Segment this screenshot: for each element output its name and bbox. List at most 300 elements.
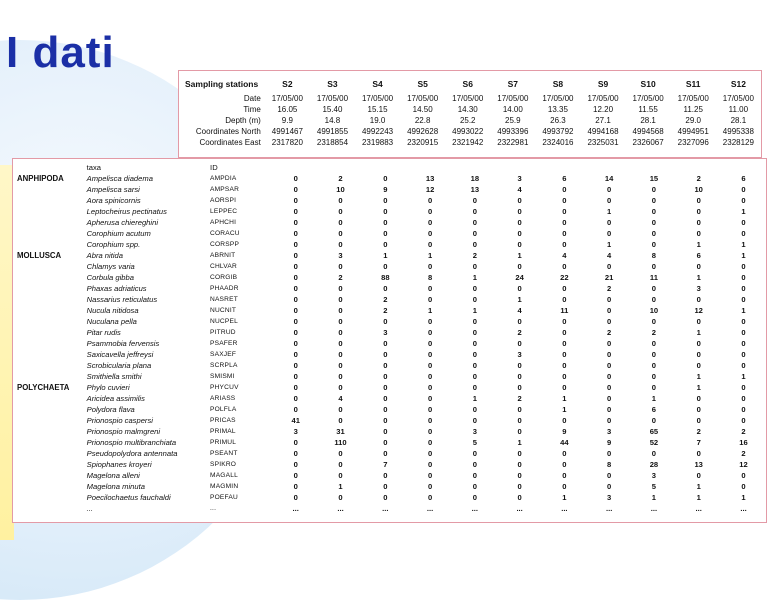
abundance-value: 0 [427, 218, 433, 227]
taxa-header-row [17, 162, 766, 173]
abundance-value: 1 [517, 251, 522, 260]
abundance-value: 0 [472, 471, 477, 480]
taxon-id: SCRPLA [210, 362, 238, 369]
abundance-value: 0 [427, 229, 433, 238]
abundance-value: 0 [517, 460, 522, 469]
taxa-row [17, 272, 766, 283]
abundance-value: 14 [604, 174, 614, 183]
abundance-value: 0 [293, 284, 298, 293]
abundance-value: 0 [562, 295, 567, 304]
abundance-value: 0 [338, 471, 343, 480]
station-attribute-value: 17/05/00 [316, 94, 349, 103]
station-attribute-row [185, 115, 761, 126]
abundance-value: 0 [517, 207, 522, 216]
abundance-value: 0 [293, 493, 298, 502]
abundance-value: 0 [293, 482, 298, 491]
taxa-row [17, 195, 766, 206]
abundance-value: ... [382, 504, 389, 513]
taxon-group: POLYCHAETA [17, 383, 70, 392]
abundance-value: 0 [383, 262, 388, 271]
station-attribute-value: 9.9 [281, 116, 293, 125]
abundance-value: 0 [472, 460, 477, 469]
taxon-group [17, 404, 87, 415]
taxon-id: MAGALL [210, 472, 238, 479]
abundance-value: 0 [293, 185, 298, 194]
taxon-name: Aricidea assimilis [86, 394, 145, 403]
station-attribute-value: 2324016 [542, 138, 574, 147]
station-attribute-value: 11.25 [683, 105, 703, 114]
taxon-name: Magelona alleni [86, 471, 140, 480]
abundance-value: 0 [472, 207, 477, 216]
abundance-value: 0 [696, 317, 701, 326]
abundance-value: ... [516, 504, 523, 513]
taxa-row [17, 470, 766, 481]
abundance-value: 0 [696, 405, 701, 414]
abundance-value: 0 [562, 185, 567, 194]
abundance-value: 8 [427, 273, 433, 282]
abundance-value: 0 [472, 262, 477, 271]
abundance-value: 0 [383, 240, 388, 249]
abundance-value: 0 [427, 284, 433, 293]
abundance-value: 0 [517, 416, 522, 425]
station-attribute-value: 2325031 [587, 138, 619, 147]
taxa-row [17, 294, 766, 305]
taxon-id: CORACU [210, 230, 240, 237]
abundance-value: 110 [334, 438, 347, 447]
abundance-value: 0 [427, 328, 433, 337]
abundance-value: 0 [338, 328, 343, 337]
abundance-value: 0 [562, 482, 567, 491]
abundance-value: 0 [517, 196, 522, 205]
abundance-value: 7 [696, 438, 701, 447]
stations-header-label: Sampling stations [185, 79, 259, 89]
taxon-group [17, 470, 87, 481]
abundance-value: 0 [696, 339, 701, 348]
abundance-value: 0 [696, 229, 701, 238]
abundance-value: 1 [696, 372, 701, 381]
abundance-value: 0 [562, 218, 567, 227]
taxon-name: Psammobia fervensis [86, 339, 160, 348]
abundance-value: 0 [383, 405, 388, 414]
abundance-value: 41 [291, 416, 300, 425]
abundance-value: 2 [607, 328, 612, 337]
abundance-value: ... [471, 504, 479, 513]
abundance-value: 0 [293, 317, 298, 326]
abundance-value: 0 [427, 361, 433, 370]
abundance-value: 0 [696, 262, 701, 271]
abundance-value: 0 [383, 218, 388, 227]
taxon-id: ARIASS [210, 395, 236, 402]
abundance-value: 0 [427, 449, 433, 458]
stations-table [185, 75, 761, 148]
station-attribute-label: Coordinates North [195, 127, 261, 136]
abundance-value: 0 [607, 295, 612, 304]
abundance-value: 0 [383, 416, 388, 425]
taxa-row [17, 448, 766, 459]
abundance-value: 3 [517, 174, 522, 183]
station-attribute-value: 27.1 [595, 116, 611, 125]
station-attribute-value: 28.1 [730, 116, 747, 125]
station-attribute-value: 19.0 [369, 116, 386, 125]
abundance-value: 0 [741, 196, 746, 205]
abundance-value: 0 [651, 449, 657, 458]
abundance-value: 0 [741, 339, 746, 348]
abundance-value: 0 [293, 339, 298, 348]
abundance-value: 1 [696, 482, 701, 491]
abundance-value: 0 [741, 328, 746, 337]
abundance-value: 0 [741, 416, 746, 425]
abundance-value: 2 [338, 273, 343, 282]
abundance-value: 10 [694, 185, 703, 194]
abundance-value: 0 [651, 295, 657, 304]
station-attribute-row [185, 137, 761, 148]
station-attribute-label: Date [243, 94, 261, 103]
abundance-value: ... [292, 504, 299, 513]
abundance-value: 0 [338, 196, 343, 205]
abundance-value: 0 [293, 460, 298, 469]
abundance-value: 0 [741, 229, 746, 238]
abundance-value: 1 [651, 493, 657, 502]
taxa-row [17, 228, 766, 239]
station-attribute-value: 4994951 [677, 127, 709, 136]
abundance-value: 0 [293, 218, 298, 227]
abundance-value: 0 [293, 372, 298, 381]
station-attribute-value: 17/05/00 [587, 94, 619, 103]
abundance-value: 0 [562, 471, 567, 480]
abundance-value: 0 [562, 350, 567, 359]
abundance-value: 3 [517, 350, 522, 359]
abundance-value: 0 [741, 262, 746, 271]
abundance-value: 0 [696, 394, 701, 403]
abundance-value: 0 [293, 405, 298, 414]
abundance-value: 13 [694, 460, 703, 469]
abundance-value: 0 [562, 339, 567, 348]
taxon-id: AORSPI [210, 197, 237, 204]
abundance-value: 7 [383, 460, 388, 469]
abundance-value: 0 [651, 284, 657, 293]
taxon-group [17, 294, 87, 305]
abundance-value: 0 [383, 339, 388, 348]
taxon-group [17, 239, 87, 250]
abundance-value: 0 [293, 196, 298, 205]
abundance-value: 0 [741, 273, 746, 282]
taxon-id: NUCNIT [210, 307, 237, 314]
abundance-value: 0 [427, 394, 433, 403]
abundance-value: 6 [651, 405, 657, 414]
abundance-value: 0 [293, 262, 298, 271]
abundance-value: 0 [562, 460, 567, 469]
station-attribute-value: 15.40 [322, 105, 343, 114]
abundance-value: 0 [696, 350, 701, 359]
abundance-value: 1 [517, 295, 522, 304]
station-attribute-value: 17/05/00 [722, 94, 754, 103]
station-attribute-value: 2320915 [407, 138, 439, 147]
abundance-value: 1 [472, 273, 477, 282]
station-attribute-value: 17/05/00 [452, 94, 484, 103]
abundance-value: 0 [562, 328, 567, 337]
taxon-id: LEPPEC [210, 208, 238, 215]
station-attribute-value: 4992628 [407, 127, 439, 136]
station-attribute-value: 25.2 [459, 116, 476, 125]
abundance-value: 0 [293, 361, 298, 370]
station-attribute-value: 14.00 [502, 105, 523, 114]
abundance-value: 1 [517, 438, 522, 447]
abundance-value: 44 [560, 438, 569, 447]
abundance-value: 0 [517, 229, 522, 238]
station-attribute-value: 4991467 [271, 127, 303, 136]
taxon-group [17, 349, 87, 360]
abundance-value: 0 [293, 394, 298, 403]
abundance-value: 0 [427, 317, 433, 326]
id-column-header: ID [210, 163, 218, 172]
abundance-value: 4 [562, 251, 567, 260]
abundance-value: 0 [607, 185, 612, 194]
station-attribute-value: 4993022 [452, 127, 484, 136]
station-name: S12 [730, 79, 746, 89]
abundance-value: 16 [739, 438, 748, 447]
abundance-value: 0 [651, 207, 657, 216]
taxon-name: Corophium spp. [86, 240, 141, 249]
abundance-value: 13 [470, 185, 480, 194]
abundance-value: 1 [607, 240, 612, 249]
station-attribute-value: 4992243 [361, 127, 394, 136]
abundance-value: 2 [517, 328, 522, 337]
abundance-value: 0 [607, 306, 612, 315]
abundance-value: 0 [607, 361, 612, 370]
abundance-value: 0 [338, 405, 343, 414]
abundance-value: 2 [517, 394, 522, 403]
abundance-value: 0 [427, 493, 433, 502]
taxon-group [17, 360, 87, 371]
abundance-value: 2 [607, 284, 612, 293]
abundance-value: 0 [427, 482, 433, 491]
taxon-name: Saxicavella jeffreysi [86, 350, 154, 359]
taxa-row [17, 173, 766, 184]
taxon-name: Polydora flava [86, 405, 135, 414]
abundance-value: 0 [741, 295, 746, 304]
abundance-value: 0 [651, 218, 657, 227]
abundance-value: 0 [651, 383, 657, 392]
taxa-table [17, 162, 766, 514]
abundance-value: 0 [562, 284, 567, 293]
taxa-row [17, 382, 766, 393]
stations-header-row [185, 75, 761, 93]
abundance-value: ... [650, 504, 658, 513]
station-name: S4 [372, 79, 383, 89]
abundance-value: 2 [741, 449, 746, 458]
abundance-value: 0 [562, 207, 567, 216]
station-name: S11 [685, 79, 701, 89]
taxon-id: AMPDIA [210, 175, 237, 182]
taxon-name: Corophium acutum [86, 229, 151, 238]
abundance-value: 0 [741, 185, 746, 194]
abundance-value: 0 [607, 262, 612, 271]
station-name: S7 [507, 79, 519, 89]
abundance-value: 0 [338, 284, 343, 293]
taxon-name: Poecilochaetus fauchaldi [86, 493, 171, 502]
abundance-value: 11 [649, 273, 658, 282]
abundance-value: 10 [649, 306, 659, 315]
abundance-value: 0 [338, 361, 343, 370]
taxon-group [17, 261, 87, 272]
abundance-value: 0 [472, 295, 477, 304]
abundance-value: 0 [472, 229, 477, 238]
abundance-value: 0 [472, 372, 477, 381]
station-attribute-value: 2327096 [677, 138, 709, 147]
abundance-value: 0 [562, 361, 567, 370]
abundance-value: 1 [427, 251, 433, 260]
taxon-name: Pitar rudis [86, 328, 121, 337]
station-name: S9 [597, 79, 609, 89]
taxon-name: Prionospio malmgreni [86, 427, 161, 436]
abundance-value: 28 [649, 460, 659, 469]
taxon-id: SPIKRO [210, 461, 237, 468]
abundance-value: 0 [383, 229, 388, 238]
abundance-value: 3 [472, 427, 477, 436]
abundance-value: 0 [427, 262, 433, 271]
abundance-value: 0 [696, 196, 701, 205]
station-name: S5 [417, 79, 428, 89]
taxon-name: Nucula nitidosa [86, 306, 139, 315]
taxon-id: PHYCUV [210, 384, 239, 391]
taxon-id: AMPSAR [210, 186, 240, 193]
taxon-group [17, 283, 87, 294]
taxa-row [17, 415, 766, 426]
abundance-value: 1 [651, 394, 657, 403]
abundance-value: 0 [517, 383, 522, 392]
abundance-value: 0 [562, 416, 567, 425]
abundance-value: 12 [425, 185, 435, 194]
taxon-group: MOLLUSCA [17, 251, 62, 260]
abundance-value: 0 [427, 383, 433, 392]
slide-title: I dati [6, 28, 115, 77]
abundance-value: 0 [472, 240, 477, 249]
abundance-value: 0 [293, 295, 298, 304]
abundance-value: 0 [472, 405, 477, 414]
abundance-value: 0 [562, 449, 567, 458]
taxon-group [17, 492, 87, 503]
abundance-value: 1 [562, 493, 567, 502]
abundance-value: 2 [696, 174, 701, 183]
station-attribute-value: 22.8 [414, 116, 431, 125]
abundance-value: 1 [696, 273, 701, 282]
abundance-value: 0 [293, 273, 298, 282]
abundance-value: 0 [651, 416, 657, 425]
abundance-value: 18 [470, 174, 480, 183]
abundance-value: 0 [607, 339, 612, 348]
abundance-value: 0 [472, 361, 477, 370]
abundance-value: 3 [607, 493, 612, 502]
abundance-value: 0 [651, 361, 657, 370]
taxon-group [17, 437, 87, 448]
abundance-value: 22 [560, 273, 569, 282]
station-attribute-value: 17/05/00 [497, 94, 529, 103]
taxa-row [17, 393, 766, 404]
station-attribute-value: 17/05/00 [361, 94, 394, 103]
abundance-value: 0 [607, 416, 612, 425]
abundance-value: 0 [651, 339, 657, 348]
taxon-name: Phylo cuvieri [86, 383, 130, 392]
abundance-value: 6 [696, 251, 701, 260]
abundance-value: 1 [741, 306, 746, 315]
taxon-id: POEFAU [210, 494, 238, 501]
station-name: S10 [640, 79, 656, 89]
abundance-value: 0 [383, 482, 388, 491]
abundance-value: 1 [562, 394, 567, 403]
abundance-value: 3 [293, 427, 298, 436]
station-attribute-value: 11.00 [728, 105, 749, 114]
abundance-value: 6 [741, 174, 746, 183]
abundance-value: 0 [383, 394, 388, 403]
taxon-group [17, 195, 87, 206]
taxa-row [17, 371, 766, 382]
abundance-value: 1 [696, 383, 701, 392]
taxon-id: PRIMAL [210, 428, 236, 435]
taxon-id: SAXJEF [210, 351, 237, 358]
abundance-value: 0 [741, 361, 746, 370]
abundance-value: 0 [562, 262, 567, 271]
taxa-row [17, 305, 766, 316]
abundance-value: 0 [472, 328, 477, 337]
taxon-id: POLFLA [210, 406, 237, 413]
abundance-value: 0 [338, 350, 343, 359]
taxon-name: Ampelisca sarsi [86, 185, 140, 194]
abundance-value: 0 [293, 306, 298, 315]
taxa-row [17, 184, 766, 195]
abundance-value: 0 [427, 207, 433, 216]
abundance-value: 6 [562, 174, 567, 183]
abundance-value: 0 [651, 196, 657, 205]
taxa-row [17, 492, 766, 503]
station-attribute-value: 16.05 [277, 105, 298, 114]
station-attribute-row [185, 126, 761, 137]
abundance-value: 9 [562, 427, 567, 436]
abundance-value: 2 [383, 295, 388, 304]
abundance-value: 3 [651, 471, 657, 480]
abundance-value: ... [561, 504, 568, 513]
abundance-value: 1 [383, 251, 388, 260]
abundance-value: 0 [517, 339, 522, 348]
abundance-value: 24 [515, 273, 524, 282]
abundance-value: 0 [607, 482, 612, 491]
abundance-value: 5 [472, 438, 477, 447]
taxon-group [17, 184, 87, 195]
station-attribute-value: 2318854 [316, 138, 349, 147]
taxon-group [17, 272, 87, 283]
abundance-value: 0 [383, 438, 388, 447]
abundance-value: 0 [741, 405, 746, 414]
abundance-value: 0 [696, 416, 701, 425]
abundance-value: 0 [517, 449, 522, 458]
abundance-value: 88 [381, 273, 390, 282]
taxon-name: Ampelisca diadema [86, 174, 153, 183]
taxon-group [17, 206, 87, 217]
abundance-value: 0 [293, 350, 298, 359]
abundance-value: 0 [427, 427, 433, 436]
abundance-value: 0 [383, 350, 388, 359]
station-attribute-value: 2319883 [361, 138, 394, 147]
abundance-value: 0 [338, 207, 343, 216]
abundance-value: 0 [293, 449, 298, 458]
taxon-id: NASRET [210, 296, 238, 303]
taxa-row [17, 404, 766, 415]
abundance-value: ... [605, 504, 613, 513]
station-attribute-value: 17/05/00 [271, 94, 303, 103]
abundance-value: ... [740, 504, 747, 513]
taxon-id: ABRNIT [210, 252, 236, 259]
abundance-value: 1 [472, 394, 477, 403]
abundance-value: 0 [338, 416, 343, 425]
